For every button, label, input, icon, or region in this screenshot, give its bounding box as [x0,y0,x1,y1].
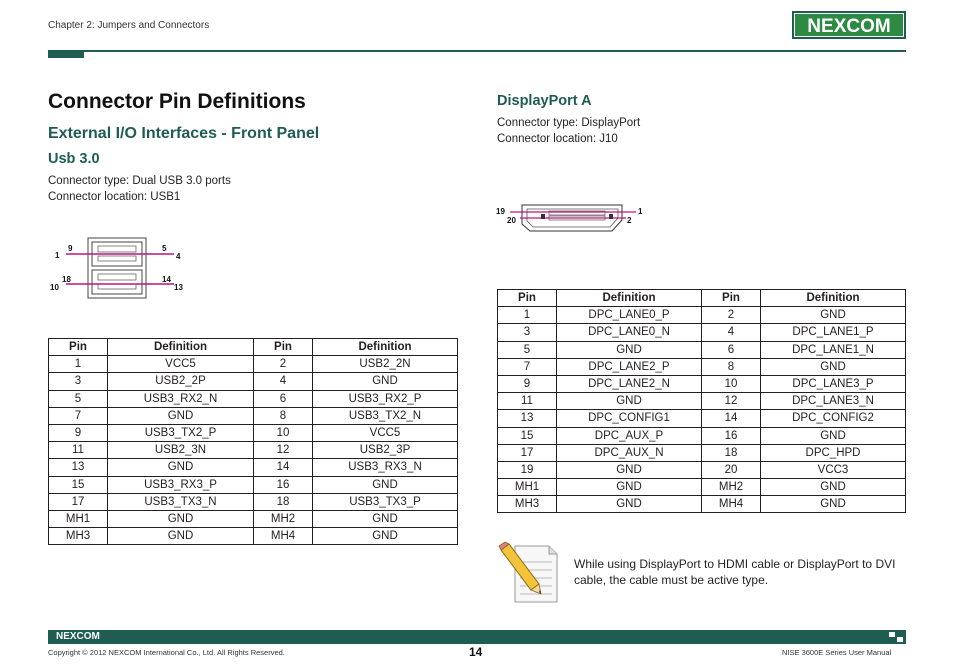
pin-cell: 13 [49,459,108,476]
table-row [49,390,458,407]
table-row [49,356,458,373]
table-row [498,341,906,358]
chapter-title: Chapter 2: Jumpers and Connectors [48,20,210,31]
definition-cell: GND [108,528,254,545]
definition-cell: USB3_RX3_N [313,459,458,476]
definition-cell: GND [557,393,702,410]
table-row [49,476,458,493]
pin-cell: 6 [254,390,313,407]
table-row [498,496,906,513]
definition-cell: USB2_2P [108,373,254,390]
definition-cell: DPC_HPD [761,444,906,461]
definition-cell: DPC_LANE0_N [557,324,702,341]
table-row [49,510,458,527]
definition-cell: GND [108,510,254,527]
usb-pin-label-5: 5 [162,244,167,253]
definition-cell: VCC5 [108,356,254,373]
pin-cell: MH1 [498,479,557,496]
pin-cell: 8 [254,407,313,424]
header-rule [48,50,906,52]
table-row [498,461,906,478]
dp-pin-table [497,289,906,513]
definition-cell: VCC5 [313,424,458,441]
usb-pin-label-14: 14 [162,275,171,284]
pin-cell: 5 [49,390,108,407]
definition-cell: DPC_LANE3_N [761,393,906,410]
pin-cell: 10 [702,375,761,392]
pin-cell: 18 [702,444,761,461]
pin-cell: 15 [49,476,108,493]
pin-cell: 9 [498,375,557,392]
pin-cell: 3 [49,373,108,390]
definition-cell: DPC_AUX_P [557,427,702,444]
usb-pin-label-18: 18 [62,275,71,284]
usb-pin-table [48,338,458,545]
dp-pin-label-20: 20 [507,216,516,225]
usb-col-pin: Pin [49,339,108,356]
pin-cell: 6 [702,341,761,358]
pin-cell: 18 [254,493,313,510]
pin-cell: 17 [498,444,557,461]
table-row [498,427,906,444]
table-row [49,442,458,459]
definition-cell: DPC_LANE3_P [761,375,906,392]
table-row [49,493,458,510]
page-title: Connector Pin Definitions [48,90,306,113]
definition-cell: GND [313,528,458,545]
definition-cell: DPC_LANE2_P [557,358,702,375]
pin-cell: 1 [49,356,108,373]
definition-cell: DPC_CONFIG2 [761,410,906,427]
pin-cell: 7 [49,407,108,424]
pin-cell: 5 [498,341,557,358]
displayport-connector-diagram [494,200,654,236]
nexcom-logo [792,11,906,39]
footer-squares-icon [887,630,906,646]
page-number: 14 [469,645,483,659]
definition-cell: USB3_RX3_P [108,476,254,493]
definition-cell: DPC_LANE1_N [761,341,906,358]
usb-connector-type: Connector type: Dual USB 3.0 ports [48,175,231,187]
definition-cell: USB2_3N [108,442,254,459]
definition-cell: GND [761,427,906,444]
footer-manual-title: NISE 3600E Series User Manual [782,648,892,657]
svg-text:NEXCOM: NEXCOM [807,16,891,37]
pin-cell: 2 [254,356,313,373]
definition-cell: GND [761,358,906,375]
pin-cell: MH4 [254,528,313,545]
usb-pin-label-13: 13 [174,283,183,292]
usb-col-pin: Pin [254,339,313,356]
definition-cell: USB3_RX2_P [313,390,458,407]
usb-col-definition: Definition [108,339,254,356]
table-row [498,479,906,496]
usb-col-definition: Definition [313,339,458,356]
table-row [498,307,906,324]
definition-cell: USB3_TX2_N [313,407,458,424]
usb-connector-location: Connector location: USB1 [48,191,181,203]
pin-cell: 8 [702,358,761,375]
definition-cell: GND [108,459,254,476]
definition-cell: GND [108,407,254,424]
definition-cell: GND [557,341,702,358]
usb-title: Usb 3.0 [48,151,100,167]
pin-cell: MH1 [49,510,108,527]
table-row [49,407,458,424]
pin-cell: 15 [498,427,557,444]
note-text: While using DisplayPort to HDMI cable or DisplayPort to DVI cable, the cable must be active type. [574,557,896,587]
definition-cell: USB3_TX3_N [108,493,254,510]
definition-cell: GND [313,510,458,527]
usb-connector-diagram [48,232,198,304]
definition-cell: GND [761,496,906,513]
dp-col-definition: Definition [761,290,906,307]
definition-cell: USB3_TX2_P [108,424,254,441]
pin-cell: 20 [702,461,761,478]
pin-cell: 16 [254,476,313,493]
definition-cell: DPC_AUX_N [557,444,702,461]
pin-cell: 3 [498,324,557,341]
definition-cell: USB2_2N [313,356,458,373]
dp-title: DisplayPort A [497,93,592,109]
usb-pin-label-1: 1 [55,251,60,260]
pin-cell: 10 [254,424,313,441]
definition-cell: GND [557,479,702,496]
pin-cell: 4 [702,324,761,341]
notepad-pencil-icon [497,540,563,606]
usb-pin-label-9: 9 [68,244,73,253]
dp-pin-label-2: 2 [627,216,632,225]
dp-col-definition: Definition [557,290,702,307]
definition-cell: GND [761,479,906,496]
definition-cell: GND [761,307,906,324]
pin-cell: 12 [254,442,313,459]
definition-cell: GND [557,496,702,513]
definition-cell: DPC_LANE1_P [761,324,906,341]
definition-cell: GND [557,461,702,478]
table-row [49,459,458,476]
pin-cell: 4 [254,373,313,390]
dp-col-pin: Pin [498,290,557,307]
dp-pin-label-19: 19 [496,207,505,216]
usb-pin-label-4: 4 [176,252,181,261]
dp-pin-label-1: 1 [638,207,643,216]
pin-cell: 2 [702,307,761,324]
pin-cell: MH2 [702,479,761,496]
pin-cell: 12 [702,393,761,410]
dp-connector-type: Connector type: DisplayPort [497,117,641,129]
table-row [498,358,906,375]
pin-cell: 16 [702,427,761,444]
table-row [498,375,906,392]
table-row [49,528,458,545]
definition-cell: DPC_LANE0_P [557,307,702,324]
definition-cell: DPC_CONFIG1 [557,410,702,427]
footer-copyright: Copyright © 2012 NEXCOM International Co., Ltd. All Rights Reserved. [48,648,285,657]
pin-cell: 13 [498,410,557,427]
pin-cell: 1 [498,307,557,324]
pin-cell: 7 [498,358,557,375]
table-row [49,424,458,441]
pin-cell: MH4 [702,496,761,513]
pin-cell: 11 [49,442,108,459]
pin-cell: 11 [498,393,557,410]
section-title: External I/O Interfaces - Front Panel [48,125,320,142]
pin-cell: 14 [702,410,761,427]
table-row [498,444,906,461]
definition-cell: GND [313,373,458,390]
definition-cell: USB3_RX2_N [108,390,254,407]
definition-cell: USB2_3P [313,442,458,459]
definition-cell: GND [313,476,458,493]
table-row [498,393,906,410]
footer-logo: NEXCOM [56,631,100,642]
table-row [498,324,906,341]
pin-cell: 9 [49,424,108,441]
pin-cell: MH2 [254,510,313,527]
table-row [498,410,906,427]
definition-cell: DPC_LANE2_N [557,375,702,392]
pin-cell: 17 [49,493,108,510]
table-row [49,373,458,390]
pin-cell: 14 [254,459,313,476]
definition-cell: VCC3 [761,461,906,478]
dp-col-pin: Pin [702,290,761,307]
footer-bar [48,630,906,644]
pin-cell: MH3 [498,496,557,513]
pin-cell: 19 [498,461,557,478]
header-accent-block [48,50,84,58]
definition-cell: USB3_TX3_P [313,493,458,510]
pin-cell: MH3 [49,528,108,545]
dp-connector-location: Connector location: J10 [497,133,618,145]
usb-pin-label-10: 10 [50,283,59,292]
